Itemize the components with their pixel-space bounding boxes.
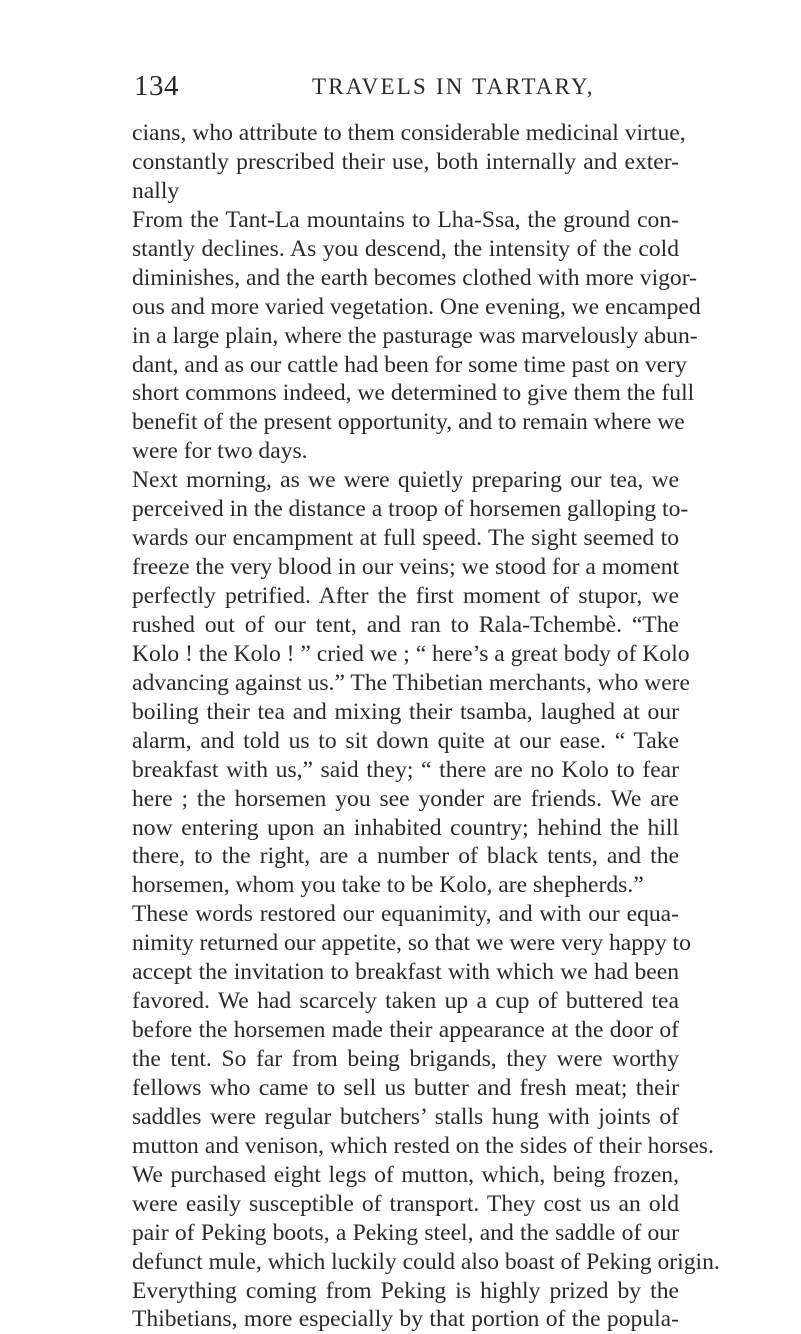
text-line: the tent. So far from being brigands, they were worthy [132, 1046, 679, 1072]
text-line: diminishes, and the earth becomes clothed with more vigor- [132, 264, 697, 291]
text-line: nally [132, 177, 180, 204]
text-line: advancing against us.” The Thibetian merchants, who were [132, 669, 690, 696]
text-line: short commons indeed, we determined to give them the full [132, 380, 695, 407]
body-text [132, 119, 720, 1334]
text-line: alarm, and told us to sit down quite at our ease. “ Take [132, 727, 679, 754]
text-line: were easily susceptible of transport. They cost us an old [132, 1190, 679, 1217]
text-line: freeze the very blood in our veins; we stood for a moment [132, 554, 680, 581]
text-line: Everything coming from Peking is highly prized by the [132, 1277, 679, 1304]
text-line: perceived in the distance a troop of horsemen galloping to- [132, 496, 689, 523]
text-line: there, to the right, are a number of black tents, and the [132, 843, 679, 870]
text-line: Kolo ! the Kolo ! ” cried we ; “ here’s a great body of Kolo [132, 640, 690, 667]
text-line: were for two days. [132, 438, 308, 465]
text-line: We purchased eight legs of mutton, which, being frozen, [132, 1161, 679, 1188]
text-line: stantly declines. As you descend, the intensity of the cold [132, 235, 679, 262]
text-line: dant, and as our cattle had been for some time past on very [132, 351, 687, 378]
running-head: TRAVELS IN TARTARY, [312, 74, 595, 99]
text-line: perfectly petrified. After the first moment of stupor, we [132, 583, 679, 609]
text-line: pair of Peking boots, a Peking steel, and the saddle of our [132, 1219, 679, 1246]
text-line: horsemen, whom you take to be Kolo, are shepherds.” [132, 872, 644, 899]
text-line: favored. We had scarcely taken up a cup of buttered tea [132, 988, 679, 1015]
text-line: defunct mule, which luckily could also boast of Peking origin. [132, 1248, 720, 1275]
text-line: wards our encampment at full speed. The sight seemed to [132, 525, 679, 552]
text-line: ous and more varied vegetation. One evening, we encamped [132, 293, 701, 320]
page-number: 134 [134, 70, 179, 102]
text-line: fellows who came to sell us butter and fresh meat; their [132, 1074, 679, 1101]
text-line: constantly prescribed their use, both internally and exter- [132, 148, 679, 175]
text-line: cians, who attribute to them considerable medicinal virtue, [132, 120, 686, 146]
text-line: Next morning, as we were quietly preparing our tea, we [132, 467, 679, 494]
text-line: accept the invitation to breakfast with which we had been [132, 959, 679, 986]
text-line: now entering upon an inhabited country; hehind the hill [132, 814, 679, 841]
text-line: These words restored our equanimity, and with our equa- [132, 901, 679, 928]
text-line: breakfast with us,” said they; “ there are no Kolo to fear [132, 756, 679, 783]
text-line: rushed out of our tent, and ran to Rala-Tchembè. “The [132, 611, 679, 638]
text-line: here ; the horsemen you see yonder are friends. We are [132, 785, 679, 812]
text-line: boiling their tea and mixing their tsamba, laughed at our [132, 698, 679, 725]
text-line: From the Tant-La mountains to Lha-Ssa, the ground con- [132, 206, 679, 233]
page-header [130, 70, 675, 110]
text-line: in a large plain, where the pasturage was marvelously abun- [132, 322, 698, 349]
text-line: nimity returned our appetite, so that we were very happy to [132, 930, 691, 957]
text-line: mutton and venison, which rested on the sides of their horses. [132, 1132, 714, 1159]
text-line: benefit of the present opportunity, and to remain where we [132, 409, 685, 436]
text-line: saddles were regular butchers’ stalls hung with joints of [132, 1103, 679, 1130]
text-line: before the horsemen made their appearance at the door of [132, 1017, 679, 1044]
text-line: Thibetians, more especially by that portion of the popula- [132, 1306, 679, 1333]
